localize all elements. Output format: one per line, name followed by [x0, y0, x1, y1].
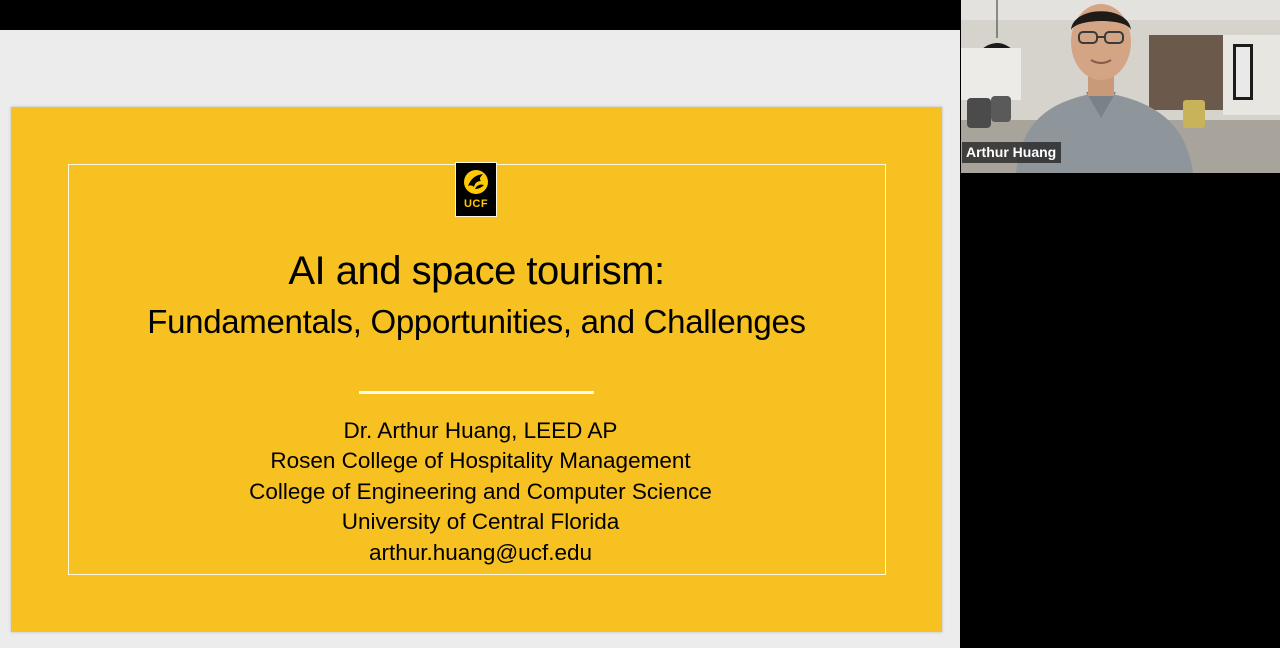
- participant-name-label: Arthur Huang: [962, 142, 1061, 163]
- empty-participant-area: [960, 173, 1280, 648]
- title-divider: [359, 391, 594, 394]
- top-bar: [0, 0, 960, 30]
- author-university: University of Central Florida: [341, 509, 620, 535]
- pegasus-icon: [462, 168, 490, 196]
- author-affiliation-1: Rosen College of Hospitality Management: [270, 448, 691, 474]
- participant-video-tile[interactable]: [961, 0, 1280, 173]
- author-name: Dr. Arthur Huang, LEED AP: [343, 418, 618, 443]
- author-affiliation-2: College of Engineering and Computer Science: [249, 478, 712, 504]
- slide-title: AI and space tourism:: [288, 249, 665, 293]
- author-info: [0, 416, 961, 568]
- ucf-logo: [455, 162, 497, 217]
- slide-subtitle: Fundamentals, Opportunities, and Challenges: [147, 303, 806, 340]
- author-email: arthur.huang@ucf.edu: [368, 539, 592, 565]
- logo-text: UCF: [463, 198, 489, 210]
